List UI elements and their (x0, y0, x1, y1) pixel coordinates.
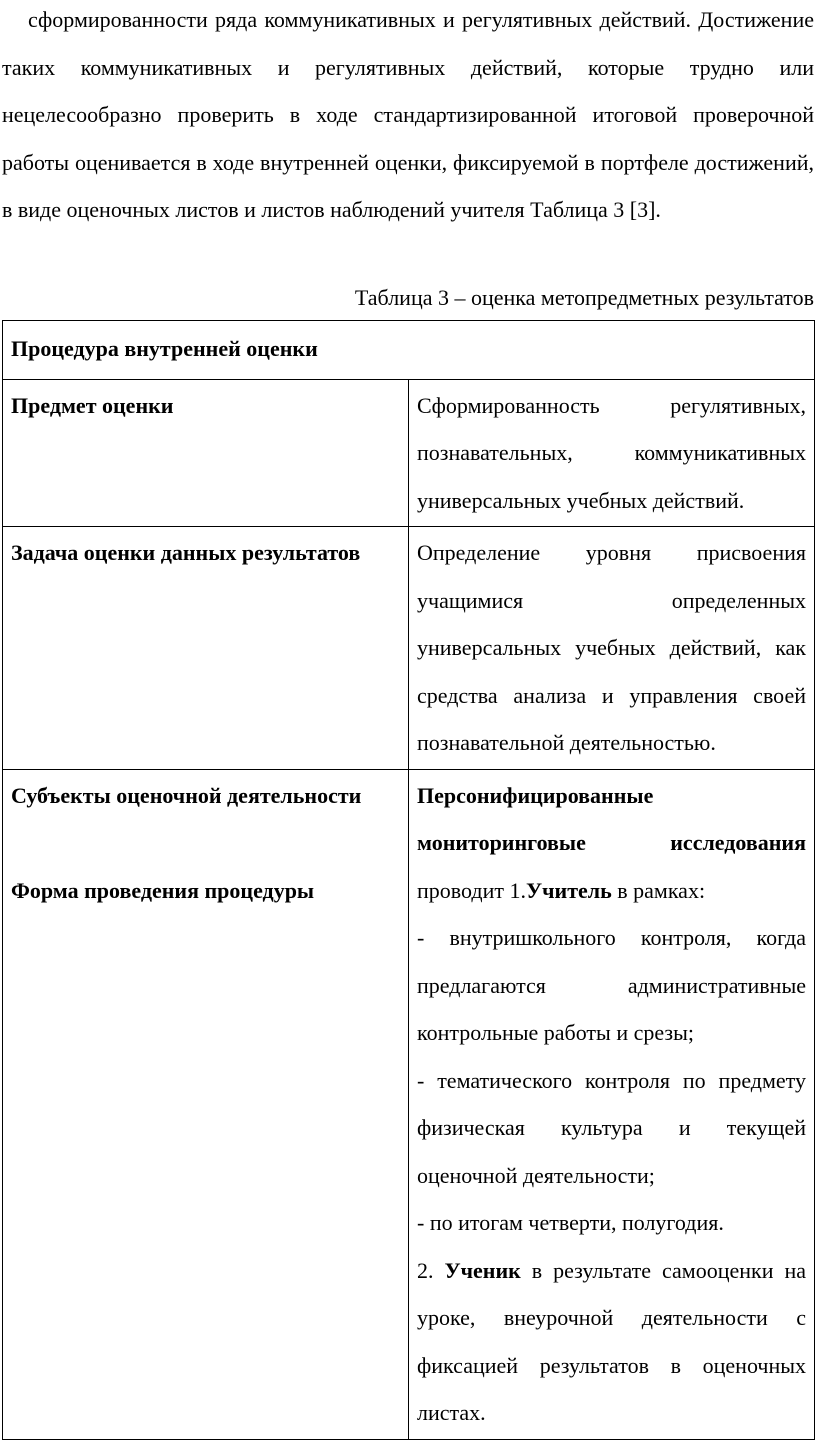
row-label-subjects (3, 769, 409, 1439)
table-row (3, 769, 815, 1439)
row-label-task: Задача оценки данных результатов (3, 527, 409, 770)
label-subjects: Субъекты оценочной деятельности (11, 782, 362, 808)
monitoring-paragraph (417, 772, 806, 915)
row-value-subject: Сформированность регулятивных, познавательных, коммуникативных универсальных учебных действий. (409, 379, 815, 527)
intro-paragraph: сформированности ряда коммуникативных и регулятивных действий. Достижение таких коммуникативных и регулятивных действий, которые трудно или нецелесообразно проверить в ходе стандартизированной итоговой проверочной работы оценивается в ходе внутренней оценки, фиксируемой в портфеле достижений, в виде оценочных листов и листов наблюдений учителя Таблица 3 [3]. (2, 7, 814, 222)
monitoring-tail: в рамках: (611, 877, 706, 903)
evaluation-table (2, 320, 815, 1440)
label-gap (11, 819, 400, 867)
student-paragraph (417, 1247, 806, 1437)
row-value-task: Определение уровня присвоения учащимися определенных универсальных учебных действий, как средства анализа и управления своей познавательной деятельностью. (409, 527, 815, 770)
table-header-row (3, 321, 815, 380)
table-row (3, 379, 815, 527)
student-label: Ученик (444, 1257, 521, 1283)
list-item: - тематического контроля по предмету физическая культура и текущей оценочной деятельности; (417, 1067, 806, 1188)
list-item: - внутришкольного контроля, когда предлагаются административные контрольные работы и срезы; (417, 925, 806, 1045)
table-row (3, 527, 815, 770)
row-label-subject: Предмет оценки (3, 379, 409, 527)
table-caption: Таблица 3 – оценка метопредметных результатов (354, 285, 814, 310)
monitoring-text: проводит 1. (417, 877, 526, 903)
list-item: - по итогам четверти, полугодия. (417, 1210, 724, 1235)
student-text: в результате самооценки на уроке, внеурочной деятельности с фиксацией результатов в оценочных листах. (417, 1257, 806, 1425)
teacher-label: Учитель (525, 877, 612, 903)
monitoring-title: Персонифицированные мониторинговые исследования (417, 782, 806, 855)
table-header: Процедура внутренней оценки (3, 321, 815, 380)
student-number: 2. (417, 1257, 445, 1283)
label-form: Форма проведения процедуры (11, 877, 315, 903)
row-value-subjects (409, 769, 815, 1439)
